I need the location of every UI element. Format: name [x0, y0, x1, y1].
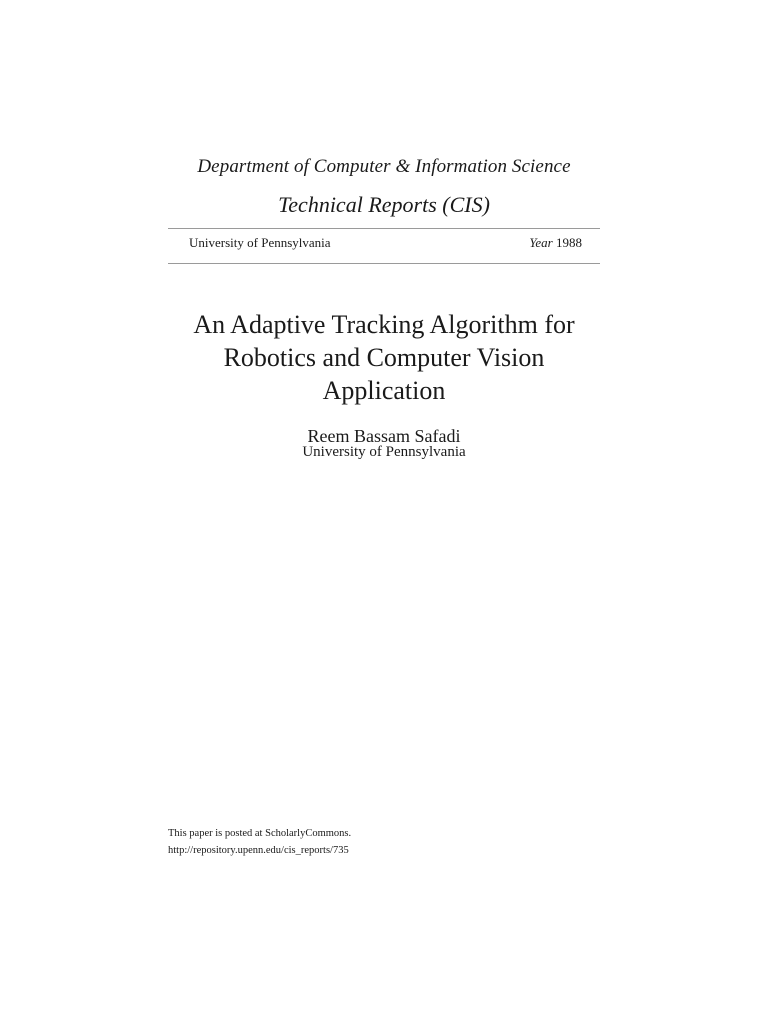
- department-heading: Department of Computer & Information Science: [197, 156, 571, 177]
- title-line: An Adaptive Tracking Algorithm for: [193, 310, 575, 339]
- repository-url[interactable]: http://repository.upenn.edu/cis_reports/735: [168, 845, 349, 856]
- footer-note: [168, 825, 351, 859]
- year-label: Year: [529, 235, 553, 250]
- posted-note: This paper is posted at ScholarlyCommons.: [168, 828, 352, 839]
- top-divider: [168, 228, 600, 229]
- author-affiliation: University of Pennsylvania: [302, 444, 466, 460]
- title-line: Application: [322, 376, 446, 405]
- institution-row: [189, 235, 582, 251]
- title-line: Robotics and Computer Vision: [223, 343, 545, 372]
- series-heading: Technical Reports (CIS): [278, 192, 490, 217]
- author-name: Reem Bassam Safadi: [307, 426, 461, 446]
- bottom-divider: [168, 263, 600, 264]
- year-info: [529, 235, 582, 251]
- institution-name: University of Pennsylvania: [189, 235, 331, 250]
- year-value: 1988: [556, 235, 582, 250]
- paper-title: [0, 308, 768, 407]
